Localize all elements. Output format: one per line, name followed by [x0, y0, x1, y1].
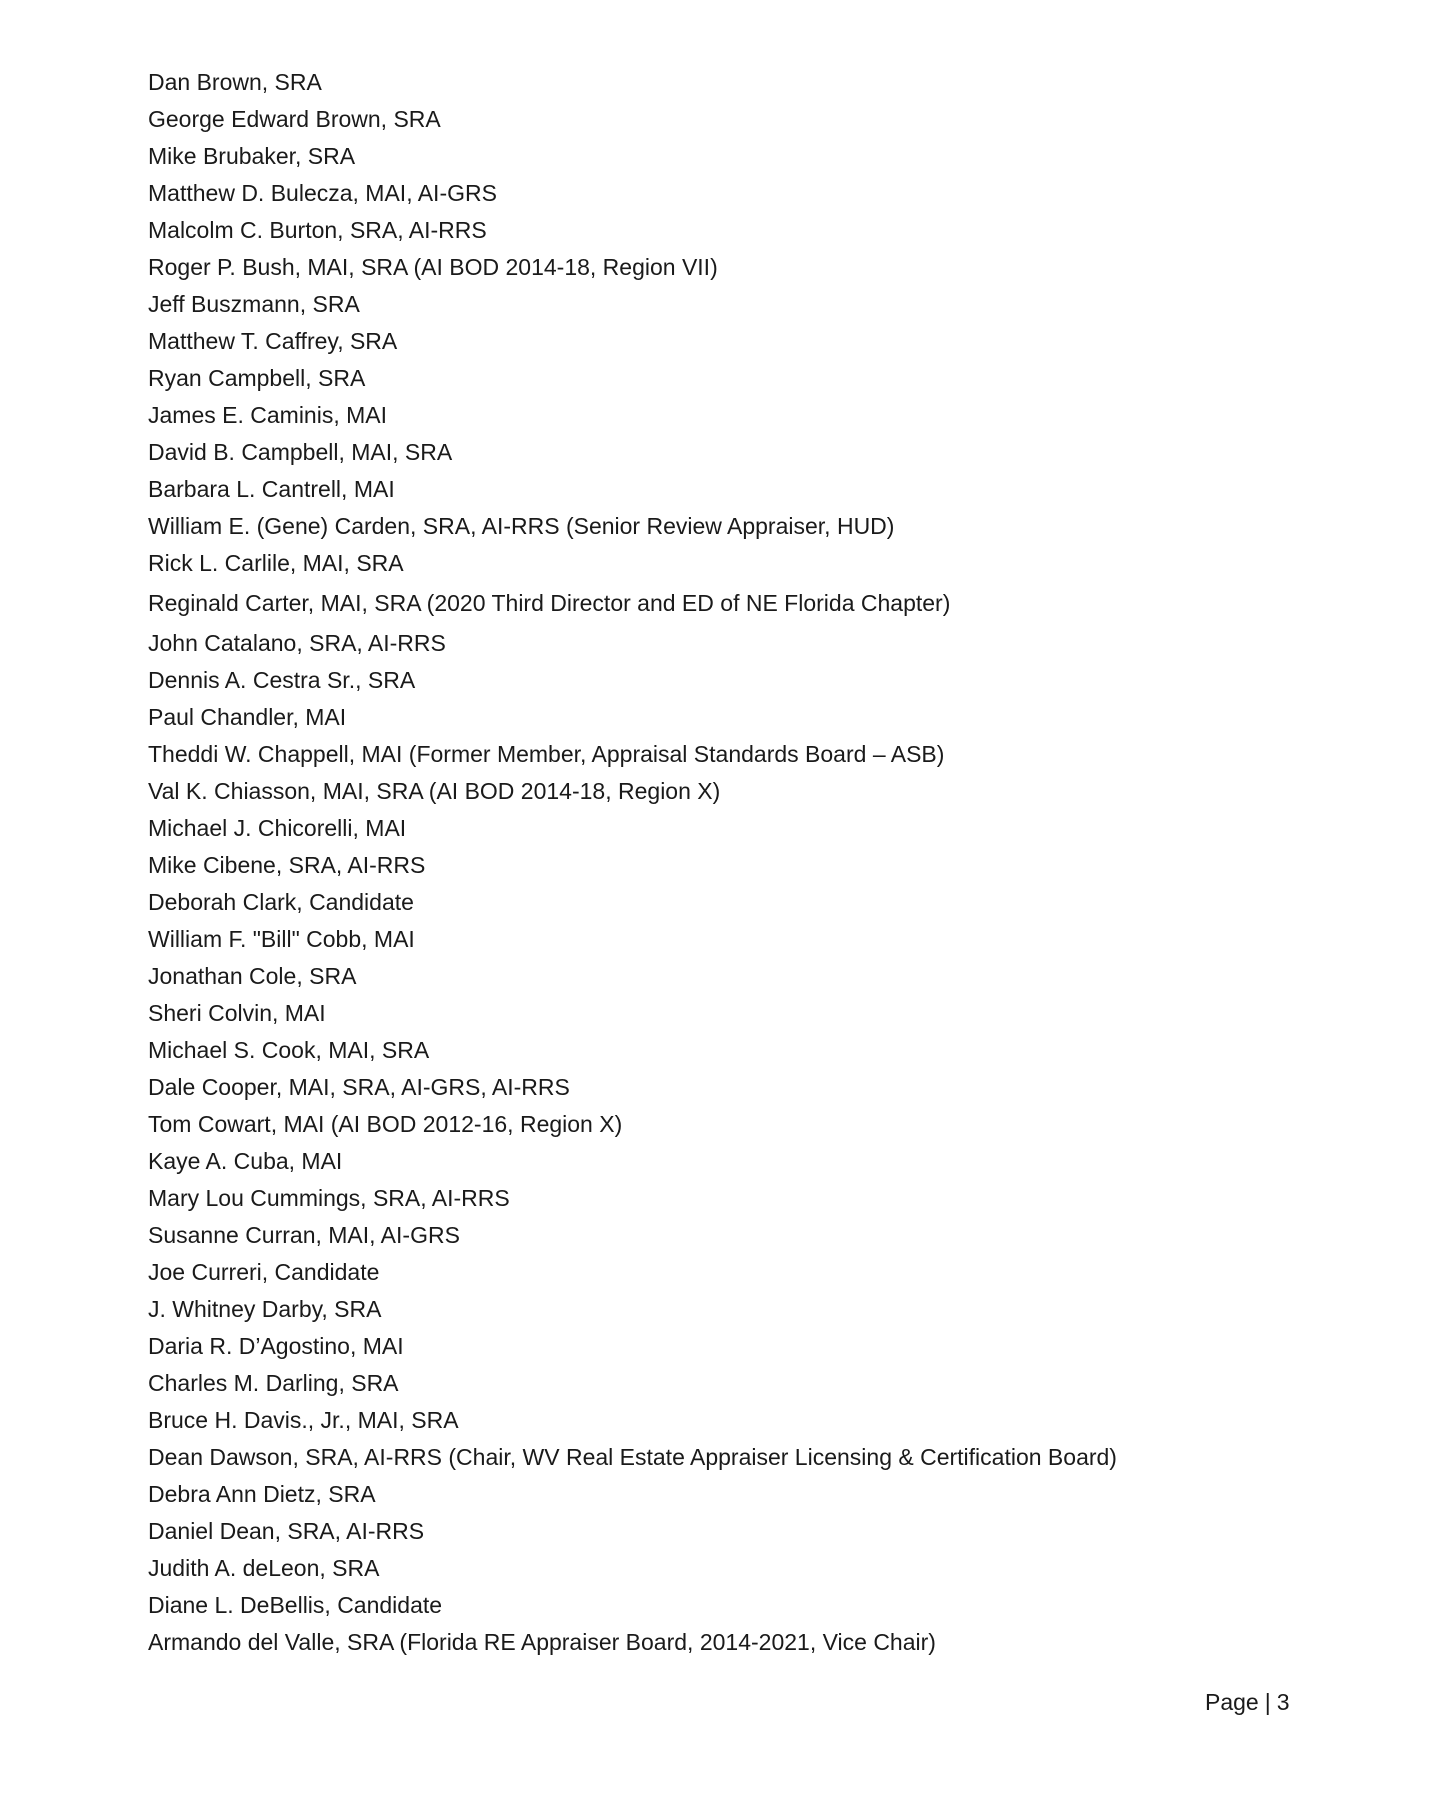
list-item: Barbara L. Cantrell, MAI: [148, 476, 395, 502]
list-item: William E. (Gene) Carden, SRA, AI-RRS (Senior Review Appraiser, HUD): [148, 513, 895, 539]
list-item: Joe Curreri, Candidate: [148, 1259, 380, 1285]
list-item: Theddi W. Chappell, MAI (Former Member, Appraisal Standards Board – ASB): [148, 741, 945, 767]
page-footer: [1205, 1686, 1290, 1718]
list-item: Val K. Chiasson, MAI, SRA (AI BOD 2014-18, Region X): [148, 778, 721, 804]
member-name-list: [148, 64, 1298, 1661]
list-item: Sheri Colvin, MAI: [148, 1000, 326, 1026]
list-item: George Edward Brown, SRA: [148, 106, 441, 132]
list-item: Jeff Buszmann, SRA: [148, 291, 360, 317]
list-item: Ryan Campbell, SRA: [148, 365, 366, 391]
list-item: Tom Cowart, MAI (AI BOD 2012-16, Region X): [148, 1111, 623, 1137]
list-item: Mike Brubaker, SRA: [148, 143, 356, 169]
list-item: Kaye A. Cuba, MAI: [148, 1148, 343, 1174]
list-item: Dan Brown, SRA: [148, 69, 322, 95]
page-separator: |: [1264, 1689, 1271, 1715]
list-item: Mike Cibene, SRA, AI-RRS: [148, 852, 426, 878]
list-item: Armando del Valle, SRA (Florida RE Appraiser Board, 2014-2021, Vice Chair): [148, 1629, 936, 1655]
list-item: William F. "Bill" Cobb, MAI: [148, 926, 415, 952]
list-item: Bruce H. Davis., Jr., MAI, SRA: [148, 1407, 459, 1433]
list-item: Daniel Dean, SRA, AI-RRS: [148, 1518, 425, 1544]
list-item: Charles M. Darling, SRA: [148, 1370, 399, 1396]
page-number: 3: [1276, 1689, 1290, 1715]
list-item: James E. Caminis, MAI: [148, 402, 387, 428]
list-item: Daria R. D’Agostino, MAI: [148, 1333, 404, 1359]
page-label: Page: [1205, 1689, 1259, 1715]
list-item: Judith A. deLeon, SRA: [148, 1555, 380, 1581]
list-item: Michael J. Chicorelli, MAI: [148, 815, 407, 841]
list-item: Michael S. Cook, MAI, SRA: [148, 1037, 430, 1063]
list-item: Dale Cooper, MAI, SRA, AI-GRS, AI-RRS: [148, 1074, 570, 1100]
list-item: Matthew T. Caffrey, SRA: [148, 328, 398, 354]
list-item: Reginald Carter, MAI, SRA (2020 Third Director and ED of NE Florida Chapter): [148, 590, 951, 616]
list-item: Diane L. DeBellis, Candidate: [148, 1592, 443, 1618]
list-item: J. Whitney Darby, SRA: [148, 1296, 382, 1322]
list-item: Paul Chandler, MAI: [148, 704, 347, 730]
list-item: Deborah Clark, Candidate: [148, 889, 414, 915]
list-item: Susanne Curran, MAI, AI-GRS: [148, 1222, 460, 1248]
list-item: Roger P. Bush, MAI, SRA (AI BOD 2014-18, Region VII): [148, 254, 718, 280]
list-item: Mary Lou Cummings, SRA, AI-RRS: [148, 1185, 510, 1211]
list-item: Jonathan Cole, SRA: [148, 963, 357, 989]
list-item: Rick L. Carlile, MAI, SRA: [148, 550, 404, 576]
list-item: Debra Ann Dietz, SRA: [148, 1481, 376, 1507]
list-item: John Catalano, SRA, AI-RRS: [148, 630, 446, 656]
list-item: David B. Campbell, MAI, SRA: [148, 439, 453, 465]
list-item: Dean Dawson, SRA, AI-RRS (Chair, WV Real Estate Appraiser Licensing & Certification Board): [148, 1444, 1117, 1470]
list-item: Dennis A. Cestra Sr., SRA: [148, 667, 416, 693]
list-item: Malcolm C. Burton, SRA, AI-RRS: [148, 217, 487, 243]
list-item: Matthew D. Bulecza, MAI, AI-GRS: [148, 180, 497, 206]
